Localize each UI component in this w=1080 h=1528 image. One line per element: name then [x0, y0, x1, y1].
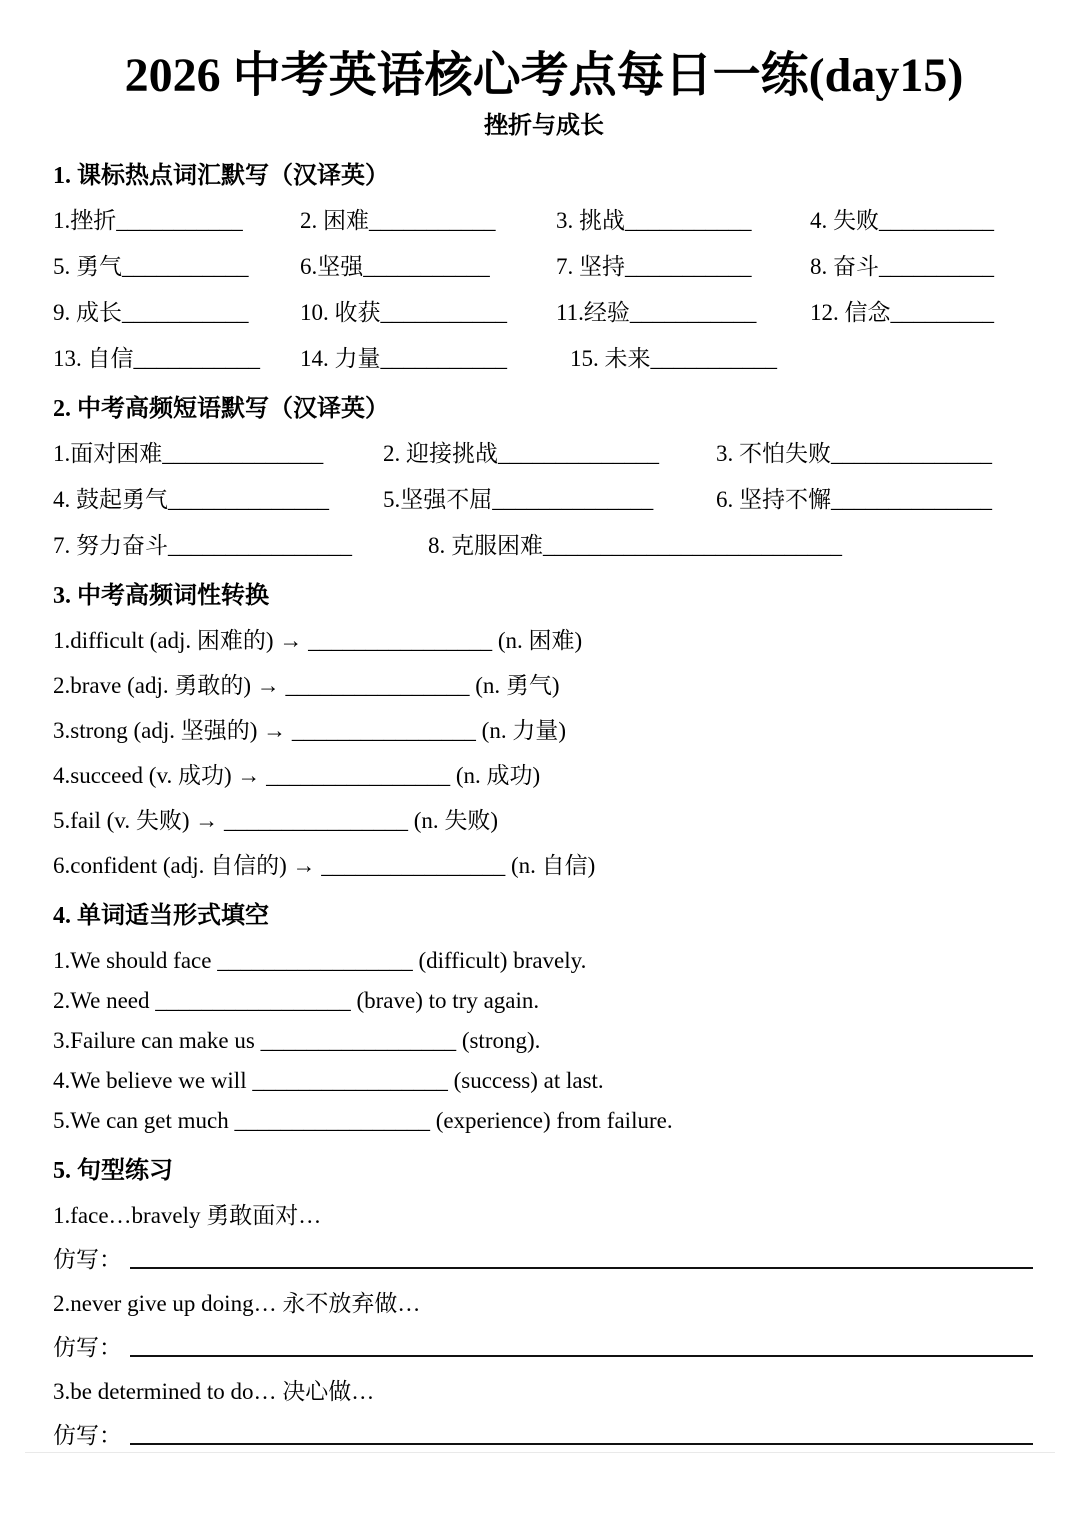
imitate-row-2: [53, 1333, 1035, 1362]
conversion-line-3: 3.strong (adj. 坚强的) → ________________ (n. 力量): [53, 718, 566, 743]
phrase-item-1: 1.面对困难______________: [53, 441, 324, 466]
vocab-item-14: 14. 力量___________: [300, 346, 507, 371]
vocab-item-8: 8. 奋斗__________: [810, 254, 994, 279]
imitate-label: 仿写：: [53, 1423, 122, 1448]
page-divider: [25, 1452, 1055, 1453]
phrase-row-2: [53, 485, 1035, 514]
section4-heading: 4. 单词适当形式填空: [53, 903, 269, 929]
conversion-line-5: 5.fail (v. 失败) → ________________ (n. 失败): [53, 808, 499, 833]
vocab-item-7: 7. 坚持___________: [556, 254, 752, 279]
imitate-writing-line: [130, 1240, 1033, 1269]
conversion-line-1: 1.difficult (adj. 困难的) → ________________ (n. 困难): [53, 628, 583, 653]
phrase-item-7: 7. 努力奋斗________________: [53, 533, 352, 558]
pattern-line-3: 3.be determined to do… 决心做…: [53, 1379, 375, 1404]
vocab-row-4: [53, 344, 1035, 373]
vocab-item-3: 3. 挑战___________: [556, 208, 752, 233]
section1-heading: 1. 课标热点词汇默写（汉译英）: [53, 163, 389, 189]
section5-heading: 5. 句型练习: [53, 1158, 173, 1184]
imitate-label: 仿写：: [53, 1335, 122, 1360]
vocab-item-10: 10. 收获___________: [300, 300, 507, 325]
phrase-item-5: 5.坚强不屈______________: [383, 487, 654, 512]
vocab-row-3: [53, 298, 1035, 327]
imitate-writing-line: [130, 1328, 1033, 1357]
phrase-row-1: [53, 439, 1035, 468]
conversion-line-4: 4.succeed (v. 成功) → ________________ (n. 成功): [53, 763, 541, 788]
vocab-item-2: 2. 困难___________: [300, 208, 496, 233]
vocab-item-1: 1.挫折___________: [53, 208, 243, 233]
phrase-item-2: 2. 迎接挑战______________: [383, 441, 659, 466]
section2-heading: 2. 中考高频短语默写（汉译英）: [53, 396, 389, 422]
vocab-row-1: [53, 206, 1035, 235]
pattern-line-2: 2.never give up doing… 永不放弃做…: [53, 1291, 421, 1316]
vocab-item-15: 15. 未来___________: [570, 346, 777, 371]
imitate-label: 仿写：: [53, 1247, 122, 1272]
vocab-item-5: 5. 勇气___________: [53, 254, 249, 279]
vocab-row-2: [53, 252, 1035, 281]
conversion-line-6: 6.confident (adj. 自信的) → ________________ (n. 自信): [53, 853, 596, 878]
fill-line-3: 3.Failure can make us _________________ (strong).: [53, 1028, 541, 1053]
fill-line-1: 1.We should face _________________ (difficult) bravely.: [53, 948, 587, 973]
phrase-item-4: 4. 鼓起勇气______________: [53, 487, 329, 512]
vocab-item-13: 13. 自信___________: [53, 346, 260, 371]
phrase-item-3: 3. 不怕失败______________: [716, 441, 992, 466]
imitate-writing-line: [130, 1416, 1033, 1445]
phrase-item-8: 8. 克服困难__________________________: [428, 533, 842, 558]
section3-heading: 3. 中考高频词性转换: [53, 583, 269, 609]
phrase-row-3: [53, 531, 1035, 560]
vocab-item-9: 9. 成长___________: [53, 300, 249, 325]
imitate-row-1: [53, 1245, 1035, 1274]
vocab-item-6: 6.坚强___________: [300, 254, 490, 279]
vocab-item-12: 12. 信念_________: [810, 300, 994, 325]
pattern-line-1: 1.face…bravely 勇敢面对…: [53, 1203, 322, 1228]
conversion-line-2: 2.brave (adj. 勇敢的) → ________________ (n. 勇气): [53, 673, 560, 698]
vocab-item-4: 4. 失败__________: [810, 208, 994, 233]
vocab-item-11: 11.经验___________: [556, 300, 757, 325]
page-subtitle: 挫折与成长: [484, 113, 604, 139]
page-title: 2026 中考英语核心考点每日一练(day15): [124, 49, 964, 102]
imitate-row-3: [53, 1421, 1035, 1450]
fill-line-5: 5.We can get much _________________ (experience) from failure.: [53, 1108, 673, 1133]
fill-line-4: 4.We believe we will _________________ (success) at last.: [53, 1068, 604, 1093]
fill-line-2: 2.We need _________________ (brave) to try again.: [53, 988, 540, 1013]
phrase-item-6: 6. 坚持不懈______________: [716, 487, 992, 512]
